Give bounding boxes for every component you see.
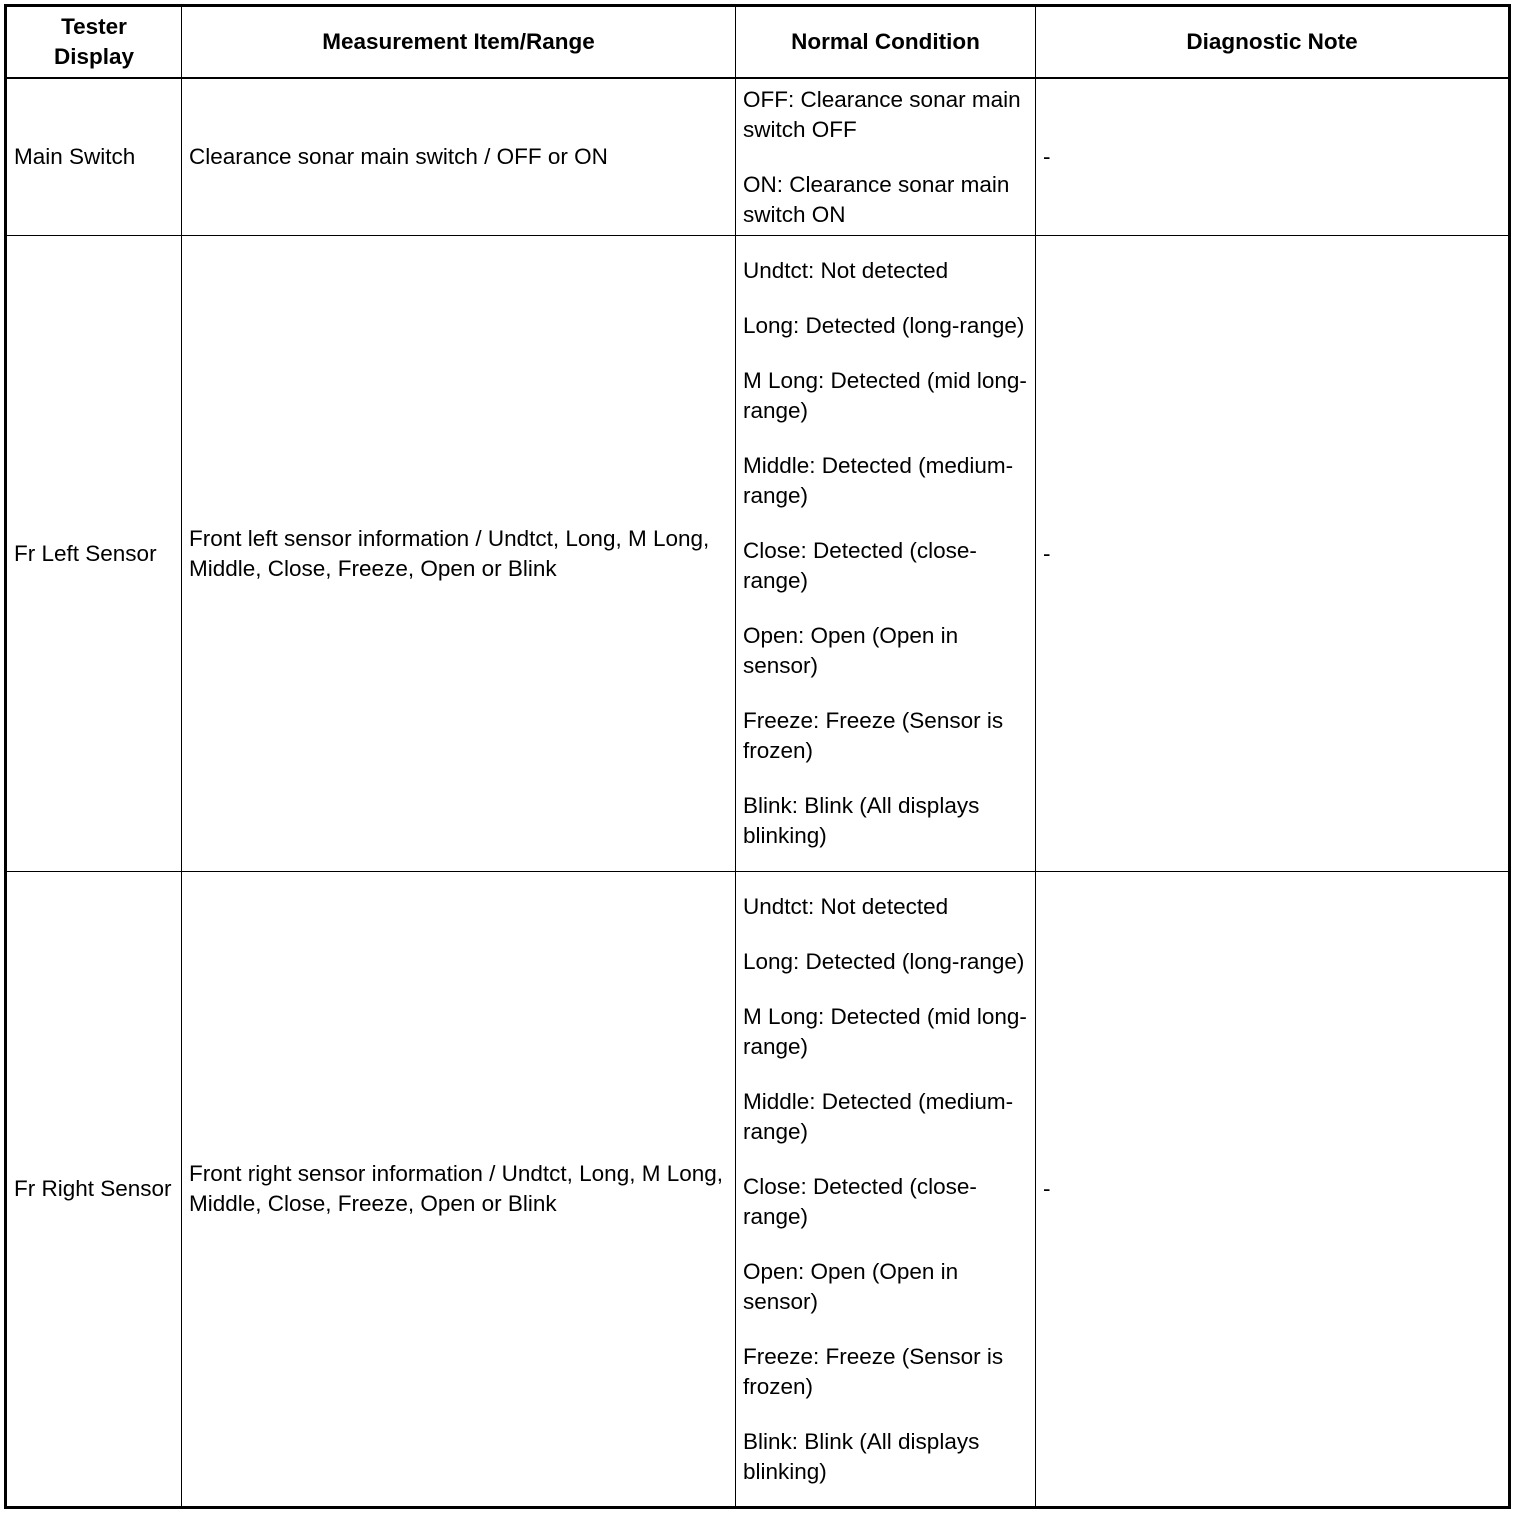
header-row — [6, 6, 1510, 79]
condition-item: Close: Detected (close-range) — [743, 1173, 977, 1229]
condition-item: OFF: Clearance sonar main switch OFF — [743, 86, 1021, 142]
header-label: Tester Display — [53, 14, 135, 69]
condition-item: Blink: Blink (All displays blinking) — [743, 1428, 980, 1484]
diagnostic-note-cell: - — [1036, 872, 1510, 1508]
header-normal-condition: Normal Condition — [736, 6, 1036, 79]
table-row — [6, 236, 1510, 872]
tester-display-cell: Main Switch — [6, 78, 182, 236]
normal-condition-cell — [736, 236, 1036, 872]
table-row — [6, 78, 1510, 236]
condition-item: Freeze: Freeze (Sensor is frozen) — [743, 1343, 1004, 1399]
diagnostic-note-cell: - — [1036, 236, 1510, 872]
condition-item: M Long: Detected (mid long-range) — [743, 368, 1027, 423]
condition-item: Undtct: Not detected — [743, 893, 949, 919]
condition-item: Close: Detected (close-range) — [743, 538, 977, 593]
condition-item: Middle: Detected (medium-range) — [743, 1088, 1014, 1144]
measurement-item-cell: Clearance sonar main switch / OFF or ON — [182, 78, 736, 236]
diagnostic-note-cell: - — [1036, 78, 1510, 236]
condition-item: ON: Clearance sonar main switch ON — [743, 171, 1010, 227]
condition-item: Undtct: Not detected — [743, 258, 949, 283]
condition-item: M Long: Detected (mid long-range) — [743, 1003, 1027, 1059]
tester-display-cell: Fr Left Sensor — [6, 236, 182, 872]
condition-item: Open: Open (Open in sensor) — [743, 1258, 959, 1314]
header-tester-display — [6, 6, 182, 79]
header-measurement-item: Measurement Item/Range — [182, 6, 736, 79]
data-list-table — [4, 4, 1511, 1509]
table-row — [6, 872, 1510, 1508]
condition-item: Long: Detected (long-range) — [743, 948, 1025, 974]
normal-condition-cell — [736, 78, 1036, 236]
condition-item: Open: Open (Open in sensor) — [743, 623, 959, 678]
measurement-item-cell: Front left sensor information / Undtct, Long, M Long, Middle, Close, Freeze, Open or Blink — [182, 236, 736, 872]
condition-item: Blink: Blink (All displays blinking) — [743, 793, 980, 848]
measurement-item-cell: Front right sensor information / Undtct, Long, M Long, Middle, Close, Freeze, Open or Blink — [182, 872, 736, 1508]
normal-condition-cell — [736, 872, 1036, 1508]
condition-item: Middle: Detected (medium-range) — [743, 453, 1014, 508]
condition-item: Long: Detected (long-range) — [743, 313, 1025, 338]
condition-item: Freeze: Freeze (Sensor is frozen) — [743, 708, 1004, 763]
tester-display-cell: Fr Right Sensor — [6, 872, 182, 1508]
header-diagnostic-note: Diagnostic Note — [1036, 6, 1510, 79]
